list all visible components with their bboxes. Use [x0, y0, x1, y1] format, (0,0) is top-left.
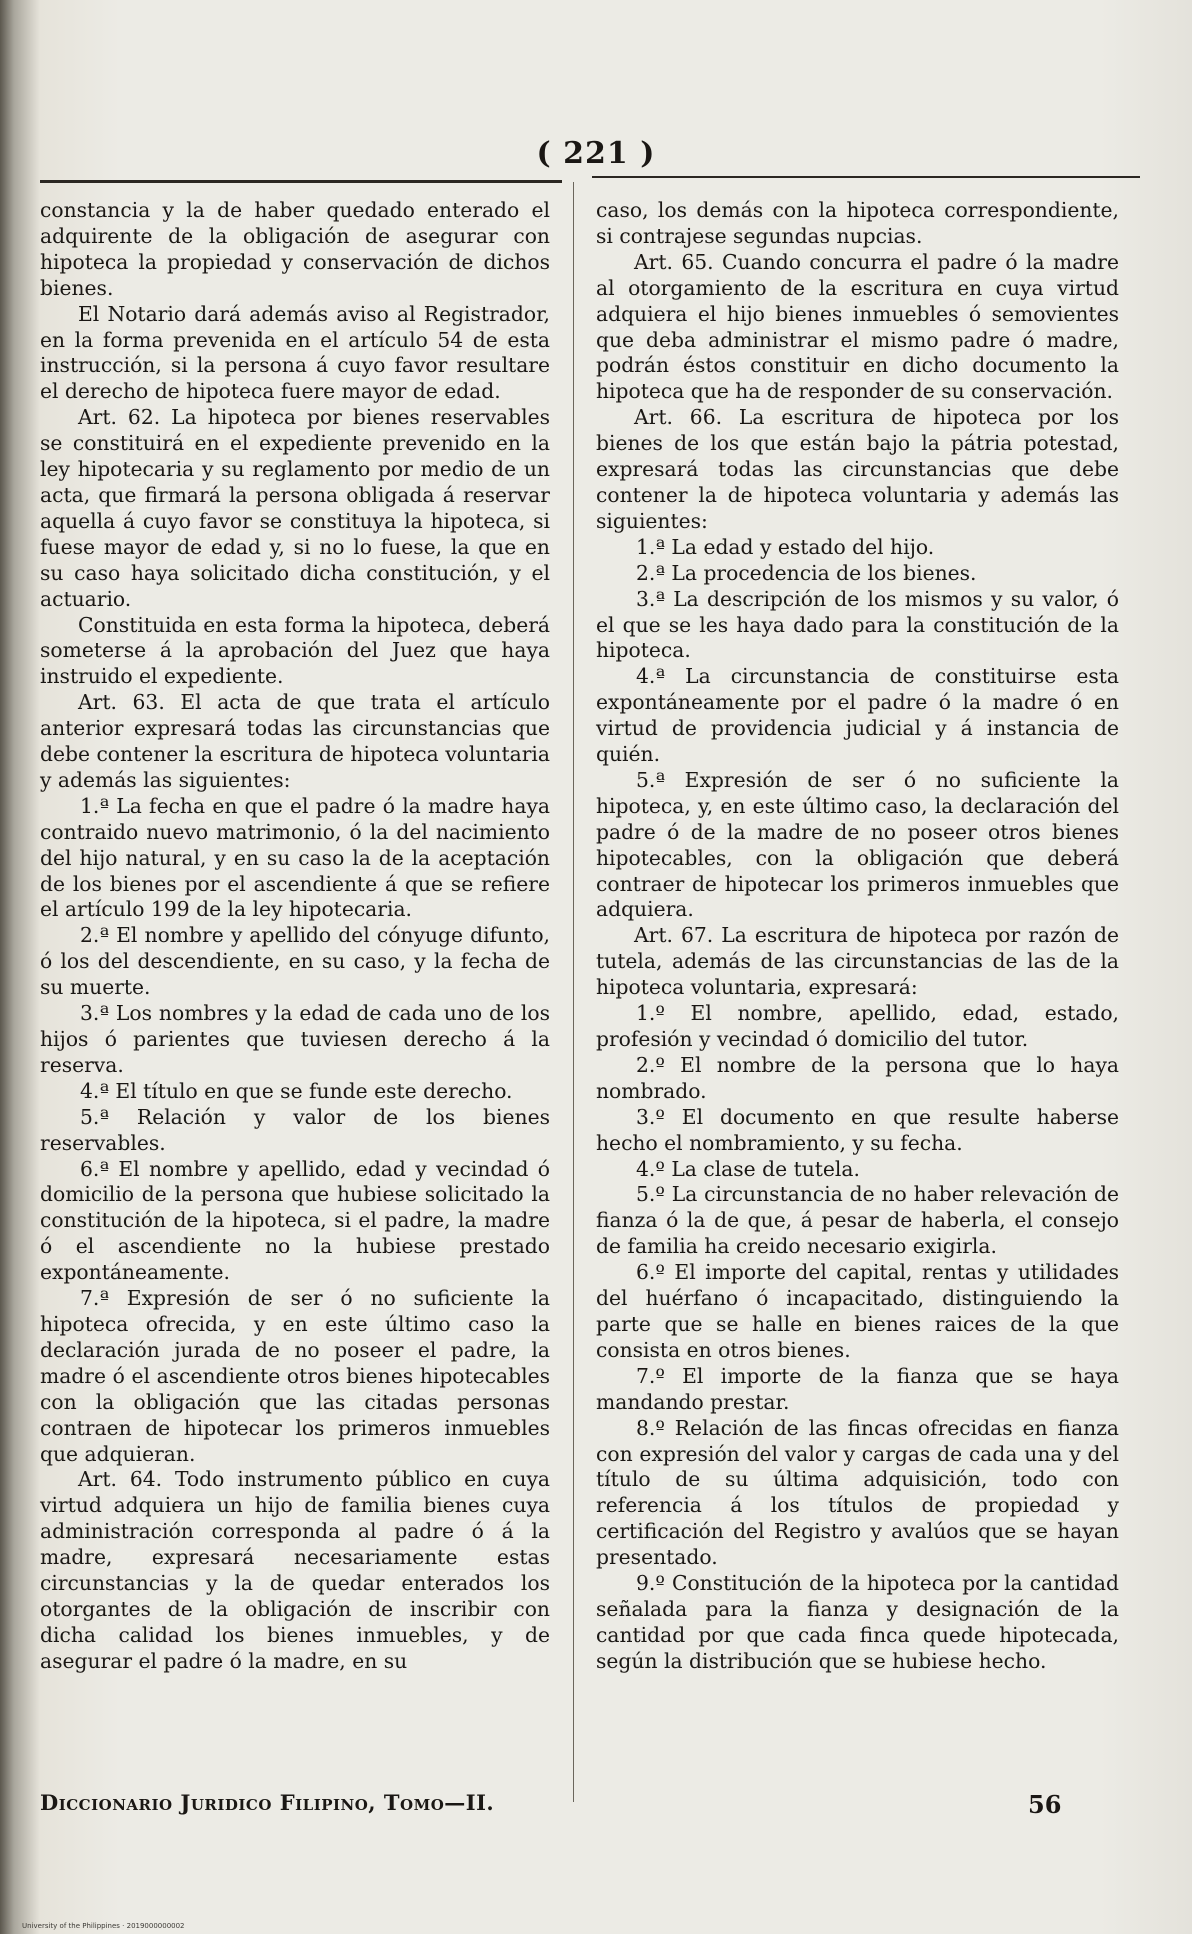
list-item: 5.ª Relación y valor de los bienes reservables.: [40, 1104, 550, 1155]
paragraph: El Notario dará además aviso al Registrador, en la forma prevenida en el artículo 54 de esta instrucción, si la persona á cuyo favor resultare el derecho de hipoteca fuere mayor de edad.: [40, 301, 550, 404]
paragraph: Art. 65. Cuando concurra el padre ó la madre al otorgamiento de la escritura en cuya virtud adquiera el hijo bienes inmuebles ó semovientes que deba administrar el mismo padre ó madre, podrán éstos constituir en dicho documento la hipoteca que ha de responder de su conservación.: [596, 249, 1119, 404]
list-item: 2.º El nombre de la persona que lo haya nombrado.: [596, 1052, 1119, 1103]
list-item: 7.ª Expresión de ser ó no suficiente la hipoteca ofrecida, y en este último caso la declaración jurada de no poseer el padre, la madre ó el ascendiente otros bienes hipotecables con la obligación que las citadas personas contraen de hipotecar los primeros inmuebles que adquieran.: [40, 1286, 550, 1466]
list-item: 4.ª La circunstancia de constituirse esta expontáneamente por el padre ó la madre ó en virtud de providencia judicial y á instancia de quién.: [596, 664, 1119, 767]
list-item: 3.ª Los nombres y la edad de cada uno de los hijos ó parientes que tuviesen derecho á la reserva.: [40, 1001, 550, 1077]
list-item: 2.ª El nombre y apellido del cónyuge difunto, ó los del descendiente, en su caso, y la fecha de su muerte.: [40, 923, 550, 1000]
header-rule-left: [40, 180, 562, 183]
signature-mark: 56: [1028, 1790, 1062, 1819]
right-column: [596, 198, 1119, 1675]
paragraph: Art. 66. La escritura de hipoteca por los bienes de los que están bajo la pátria potestad, expresará todas las circunstancias que debe contener la de hipoteca voluntaria y además las siguientes:: [596, 405, 1119, 533]
list-item: 1.ª La edad y estado del hijo.: [636, 534, 935, 559]
paragraph: Art. 62. La hipoteca por bienes reservables se constituirá en el expediente prevenido en la ley hipotecaria y su reglamento por medio de un acta, que firmará la persona obligada á reservar aquella á cuyo favor se constituya la hipoteca, si fuese mayor de edad y, si no lo fuese, la que en su caso haya solicitado dicha constitución, y el actuario.: [40, 405, 550, 611]
list-item: 3.º El documento en que resulte haberse hecho el nombramiento, y su fecha.: [596, 1104, 1119, 1155]
list-item: 1.º El nombre, apellido, edad, estado, profesión y vecindad ó domicilio del tutor.: [596, 1001, 1119, 1051]
list-item: 3.ª La descripción de los mismos y su valor, ó el que se les haya dado para la constitución de la hipoteca.: [596, 586, 1119, 663]
paragraph: caso, los demás con la hipoteca correspondiente, si contrajese segundas nupcias.: [596, 198, 1119, 248]
list-item: 6.ª El nombre y apellido, edad y vecindad ó domicilio de la persona que hubiese solicitado la constitución de la hipoteca, si el padre, la madre ó el ascendiente no la hubiese prestado expontáneamente.: [40, 1156, 550, 1285]
paragraph: constancia y la de haber quedado enterado el adquirente de la obligación de asegurar con hipoteca la propiedad y conservación de dichos bienes.: [40, 198, 550, 300]
paragraph: Constituida en esta forma la hipoteca, deberá someterse á la aprobación del Juez que haya instruido el expediente.: [40, 612, 550, 689]
paragraph: Art. 64. Todo instrumento público en cuya virtud adquiera un hijo de familia bienes cuya administración corresponda al padre ó á la madre, expresará necesariamente estas circunstancias y la de quedar enterados los otorgantes de la obligación de inscribir con dicha calidad los bienes inmuebles, y de asegurar el padre ó la madre, en su: [40, 1467, 550, 1673]
list-item: 8.º Relación de las fincas ofrecidas en fianza con expresión del valor y cargas de cada una y del título de su última adquisición, todo con referencia á los títulos de propiedad y certificación del Registro y avalúos que se hayan presentado.: [596, 1415, 1119, 1570]
archive-caption: University of the Philippines · 2019000000002: [22, 1922, 185, 1930]
list-item: 5.º La circunstancia de no haber relevación de fianza ó la de que, á pesar de haberla, el consejo de familia ha creido necesario exigirla.: [596, 1182, 1119, 1259]
footer-running-title: Diccionario Juridico Filipino, Tomo—II.: [40, 1790, 495, 1815]
left-column: [40, 198, 550, 1675]
list-item: 4.º La clase de tutela.: [636, 1156, 860, 1181]
paragraph: Art. 63. El acta de que trata el artículo anterior expresará todas las circunstancias que debe contener la escritura de hipoteca voluntaria y además las siguientes:: [40, 690, 550, 792]
list-item: 6.º El importe del capital, rentas y utilidades del huérfano ó incapacitado, distinguiendo la parte que se halle en bienes raices de la que consista en otros bienes.: [596, 1260, 1119, 1362]
header-rule-right: [592, 176, 1140, 178]
page-number: ( 221 ): [536, 136, 656, 171]
list-item: 5.ª Expresión de ser ó no suficiente la hipoteca, y, en este último caso, la declaración del padre ó de la madre de no poseer otros bienes hipotecables, con la obligación que deberá contraer de hipotecar los primeros inmuebles que adquiera.: [596, 767, 1119, 922]
list-item: 4.ª El título en que se funde este derecho.: [80, 1078, 513, 1103]
list-item: 9.º Constitución de la hipoteca por la cantidad señalada para la fianza y designación de la cantidad por que cada finca quede hipotecada, según la distribución que se hubiese hecho.: [596, 1571, 1119, 1673]
list-item: 7.º El importe de la fianza que se haya mandando prestar.: [596, 1363, 1119, 1414]
column-divider: [573, 182, 574, 1802]
paragraph: Art. 67. La escritura de hipoteca por razón de tutela, además de las circunstancias de las de la hipoteca voluntaria, expresará:: [596, 923, 1119, 1000]
list-item: 2.ª La procedencia de los bienes.: [636, 560, 977, 585]
list-item: 1.ª La fecha en que el padre ó la madre haya contraido nuevo matrimonio, ó la del nacimiento del hijo natural, y en su caso la de la aceptación de los bienes por el ascendiente á que se refiere el artículo 199 de la ley hipotecaria.: [40, 793, 550, 922]
